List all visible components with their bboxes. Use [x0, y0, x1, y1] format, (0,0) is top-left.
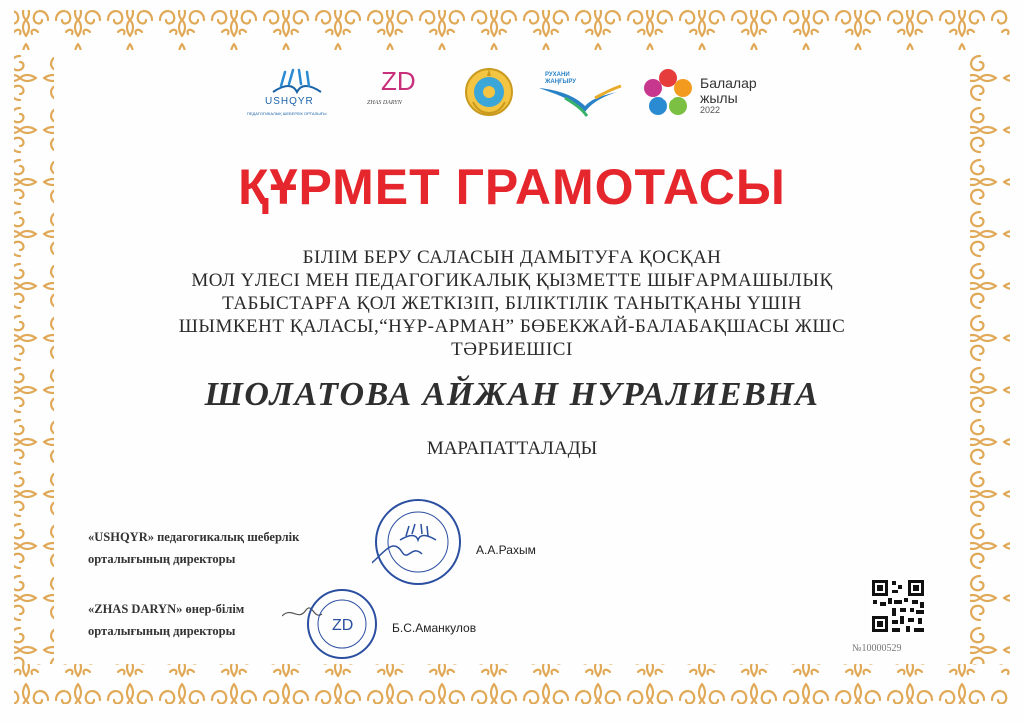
body-line-3: ТАБЫСТАРҒА ҚОЛ ЖЕТКІЗІП, БІЛІКТІЛІК ТАНЫТҚАНЫ ҮШІН: [222, 293, 802, 314]
serial-number: №10000529: [852, 643, 902, 654]
body-line-4: ШЫМКЕНТ ҚАЛАСЫ,“НҰР-АРМАН” БӨБЕКЖАЙ-БАЛАБАҚШАСЫ ЖШС: [178, 316, 846, 337]
balalar-line-2: жылы: [700, 90, 738, 106]
signatory-2-title: [88, 598, 244, 642]
state-emblem-icon: [463, 66, 515, 118]
zd-sub: ZHAS DARYN: [367, 100, 402, 106]
logos-row: [245, 62, 765, 124]
rukhani-text-2: ЖАҢҒЫРУ: [545, 79, 577, 85]
balalar-line-1: Балалар: [700, 75, 757, 91]
balalar-year: 2022: [700, 105, 721, 115]
signatory-1-title-line-2: орталығының директоры: [88, 552, 236, 566]
zd-mark: ZD: [381, 66, 416, 96]
signatory-1-title: [88, 526, 299, 570]
signatory-2-name: Б.С.Аманкулов: [392, 621, 477, 635]
body-line-1: БІЛІМ БЕРУ САЛАСЫН ДАМЫТУҒА ҚОСҚАН: [302, 247, 722, 268]
ushqyr-stamp-icon: [372, 496, 464, 588]
zhas-daryn-logo: [363, 66, 423, 122]
svg-text:ZD: ZD: [332, 617, 354, 634]
flower-icon: [640, 66, 696, 122]
zhas-daryn-stamp-icon: [282, 586, 382, 662]
ushqyr-logo: [245, 66, 350, 122]
ushqyr-name: USHQYR: [265, 96, 314, 107]
signatory-1-name: А.А.Рахым: [476, 543, 536, 557]
awarded-text: МАРАПАТТАЛАДЫ: [426, 438, 598, 459]
body-line-5: ТӘРБИЕШІСІ: [451, 339, 573, 360]
signatory-2-title-line-2: орталығының директоры: [88, 624, 236, 638]
rukhani-zhangyru-logo: [535, 68, 625, 120]
certificate-title: ҚҰРМЕТ ГРАМОТАСЫ: [238, 159, 786, 215]
signature-2-scribble: [282, 608, 322, 616]
balalar-zhyly-logo: [640, 66, 770, 122]
rukhani-text-1: РУХАНИ: [545, 72, 570, 78]
body-line-2: МОЛ ҮЛЕСІ МЕН ПЕДАГОГИКАЛЫҚ ҚЫЗМЕТТЕ ШЫҒАРМАШЫЛЫҚ: [191, 270, 833, 291]
book-icon: [267, 66, 327, 98]
signatory-1-title-line-1: «USHQYR» педагогикалық шеберлік: [88, 530, 300, 544]
recipient-name: ШОЛАТОВА АЙЖАН НУРАЛИЕВНА: [204, 376, 820, 413]
qr-code-icon: [870, 578, 926, 634]
signatory-2-title-line-1: «ZHAS DARYN» өнер-білім: [88, 602, 245, 616]
certificate-body: [112, 246, 912, 361]
ushqyr-tagline: ПЕДАГОГИКАЛЫҚ ШЕБЕРЛІК ОРТАЛЫҒЫ: [247, 111, 327, 116]
